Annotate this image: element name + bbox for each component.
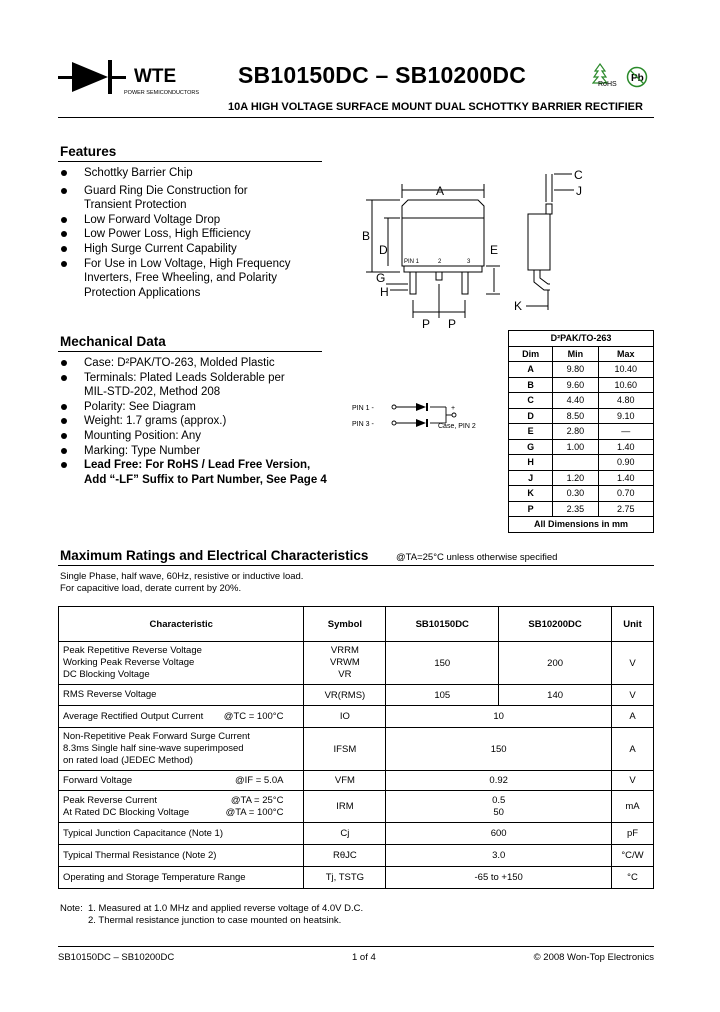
features-list <box>58 166 338 300</box>
table-row: D 8.50 9.10 <box>509 408 654 424</box>
dim-header: Min <box>553 346 598 362</box>
table-row: @TA = 25°C @TA = 100°C Peak Reverse Current At Rated DC Blocking Voltage IRM 0.5 50 mA <box>59 791 654 823</box>
logo-subtext: POWER SEMICONDUCTORS <box>124 90 200 96</box>
dim-label: E <box>490 243 499 257</box>
table-row: A 9.80 10.40 <box>509 362 654 378</box>
list-item: Low Forward Voltage Drop <box>58 213 338 228</box>
list-item: Add “-LF” Suffix to Part Number, See Page 4 <box>84 473 327 486</box>
table-row: Non-Repetitive Peak Forward Surge Current 8.3ms Single half sine-wave superimposed on rated load (JEDEC Method) IFSM 150 A <box>59 728 654 771</box>
ratings-note-1: Single Phase, half wave, 60Hz, resistive or inductive load. <box>60 571 304 582</box>
rohs-label: RoHS <box>598 81 617 88</box>
list-item: Marking: Type Number <box>58 444 358 459</box>
features-title: Features <box>60 144 117 159</box>
col-header: SB10150DC <box>386 607 499 642</box>
table-row: Average Rectified Output Current @TC = 100°C IO 10 A <box>59 706 654 728</box>
footer-left: SB10150DC – SB10200DC <box>58 952 175 963</box>
col-header: SB10200DC <box>499 607 612 642</box>
dim-label: P <box>448 317 457 331</box>
ratings-title: Maximum Ratings and Electrical Characteristics <box>60 548 369 563</box>
table-row: C 4.40 4.80 <box>509 393 654 409</box>
note-item: 2. Thermal resistance junction to case mounted on heatsink. <box>88 915 342 926</box>
footer-page-number: 1 of 4 <box>352 952 376 963</box>
list-item: Guard Ring Die Construction for <box>58 184 338 199</box>
header-rule <box>58 117 654 118</box>
plus-label: + <box>451 405 456 412</box>
table-row: K 0.30 0.70 <box>509 486 654 502</box>
ratings-condition: @TA=25°C unless otherwise specified <box>396 552 558 563</box>
dim-label: B <box>362 229 371 243</box>
features-rule <box>58 161 322 162</box>
dimension-table <box>508 330 654 533</box>
ratings-note-2: For capacitive load, derate current by 20%. <box>60 583 242 594</box>
footer-copyright: © 2008 Won-Top Electronics <box>533 952 654 963</box>
table-row: RMS Reverse Voltage VR(RMS) 105 140 V <box>59 685 654 706</box>
dim-label: A <box>436 184 445 198</box>
pb-label: Pb <box>631 73 644 84</box>
col-header: Symbol <box>304 607 386 642</box>
table-row: Operating and Storage Temperature Range Tj, TSTG -65 to +150 °C <box>59 867 654 889</box>
col-header: Characteristic <box>59 607 304 642</box>
pin-label: 3 <box>467 259 471 265</box>
list-item: Schottky Barrier Chip <box>58 166 338 181</box>
dim-label: G <box>376 271 386 285</box>
dim-header: Max <box>598 346 653 362</box>
page-title: SB10150DC – SB10200DC <box>238 62 527 88</box>
list-item: Lead Free: For RoHS / Lead Free Version, <box>58 458 358 473</box>
dim-label: K <box>514 299 523 313</box>
wte-logo <box>58 56 208 98</box>
mechanical-rule <box>58 351 322 352</box>
case-label: Case, PIN 2 <box>438 423 476 430</box>
package-outline-drawing <box>340 160 590 332</box>
ratings-table <box>58 606 654 889</box>
pin1-label: PIN 1 - <box>352 405 374 412</box>
dim-table-footer: All Dimensions in mm <box>509 517 654 533</box>
list-item: Weight: 1.7 grams (approx.) <box>58 414 358 429</box>
table-row: Typical Junction Capacitance (Note 1) Cj 600 pF <box>59 823 654 845</box>
mechanical-title: Mechanical Data <box>60 334 166 349</box>
list-item: High Surge Current Capability <box>58 242 338 257</box>
dim-label: H <box>380 285 389 299</box>
list-item: MIL-STD-202, Method 208 <box>84 386 221 399</box>
table-row: B 9.60 10.60 <box>509 377 654 393</box>
logo-text: WTE <box>134 66 177 87</box>
dim-label: P <box>422 317 431 331</box>
list-item: Transient Protection <box>84 199 187 212</box>
list-item: Inverters, Free Wheeling, and Polarity <box>84 272 278 285</box>
mechanical-list <box>58 356 358 487</box>
list-item: For Use in Low Voltage, High Frequency <box>58 257 338 272</box>
pin-label: PIN 1 <box>404 259 420 265</box>
table-row: P 2.35 2.75 <box>509 501 654 517</box>
polarity-diagram <box>350 398 500 434</box>
table-row: Forward Voltage @IF = 5.0A VFM 0.92 V <box>59 771 654 791</box>
ratings-rule <box>58 565 654 566</box>
list-item: Terminals: Plated Leads Solderable per <box>58 371 358 386</box>
pin3-label: PIN 3 - <box>352 421 374 428</box>
pin-label: 2 <box>438 259 442 265</box>
dim-header: Dim <box>509 346 553 362</box>
footer-rule <box>58 946 654 947</box>
table-row: Peak Repetitive Reverse Voltage Working Peak Reverse Voltage DC Blocking Voltage VRRM VRWM VR 150 200 V <box>59 642 654 685</box>
pb-free-icon <box>626 66 648 88</box>
list-item: Mounting Position: Any <box>58 429 358 444</box>
list-item: Protection Applications <box>84 286 201 299</box>
dim-label: C <box>574 168 583 182</box>
list-item: Low Power Loss, High Efficiency <box>58 227 338 242</box>
list-item: Case: D²PAK/TO-263, Molded Plastic <box>58 356 358 371</box>
dim-table-title: D²PAK/TO-263 <box>509 331 654 347</box>
dim-label: J <box>576 184 582 198</box>
list-item: Polarity: See Diagram <box>58 400 358 415</box>
table-row: H 0.90 <box>509 455 654 471</box>
dim-label: D <box>379 243 388 257</box>
notes-label: Note: <box>60 903 83 914</box>
table-row: G 1.00 1.40 <box>509 439 654 455</box>
table-row: Typical Thermal Resistance (Note 2) RθJC 3.0 °C/W <box>59 845 654 867</box>
table-row: J 1.20 1.40 <box>509 470 654 486</box>
page-subtitle: 10A HIGH VOLTAGE SURFACE MOUNT DUAL SCHOTTKY BARRIER RECTIFIER <box>228 101 643 113</box>
note-item: 1. Measured at 1.0 MHz and applied reverse voltage of 4.0V D.C. <box>88 903 364 914</box>
table-row: E 2.80 — <box>509 424 654 440</box>
col-header: Unit <box>612 607 654 642</box>
